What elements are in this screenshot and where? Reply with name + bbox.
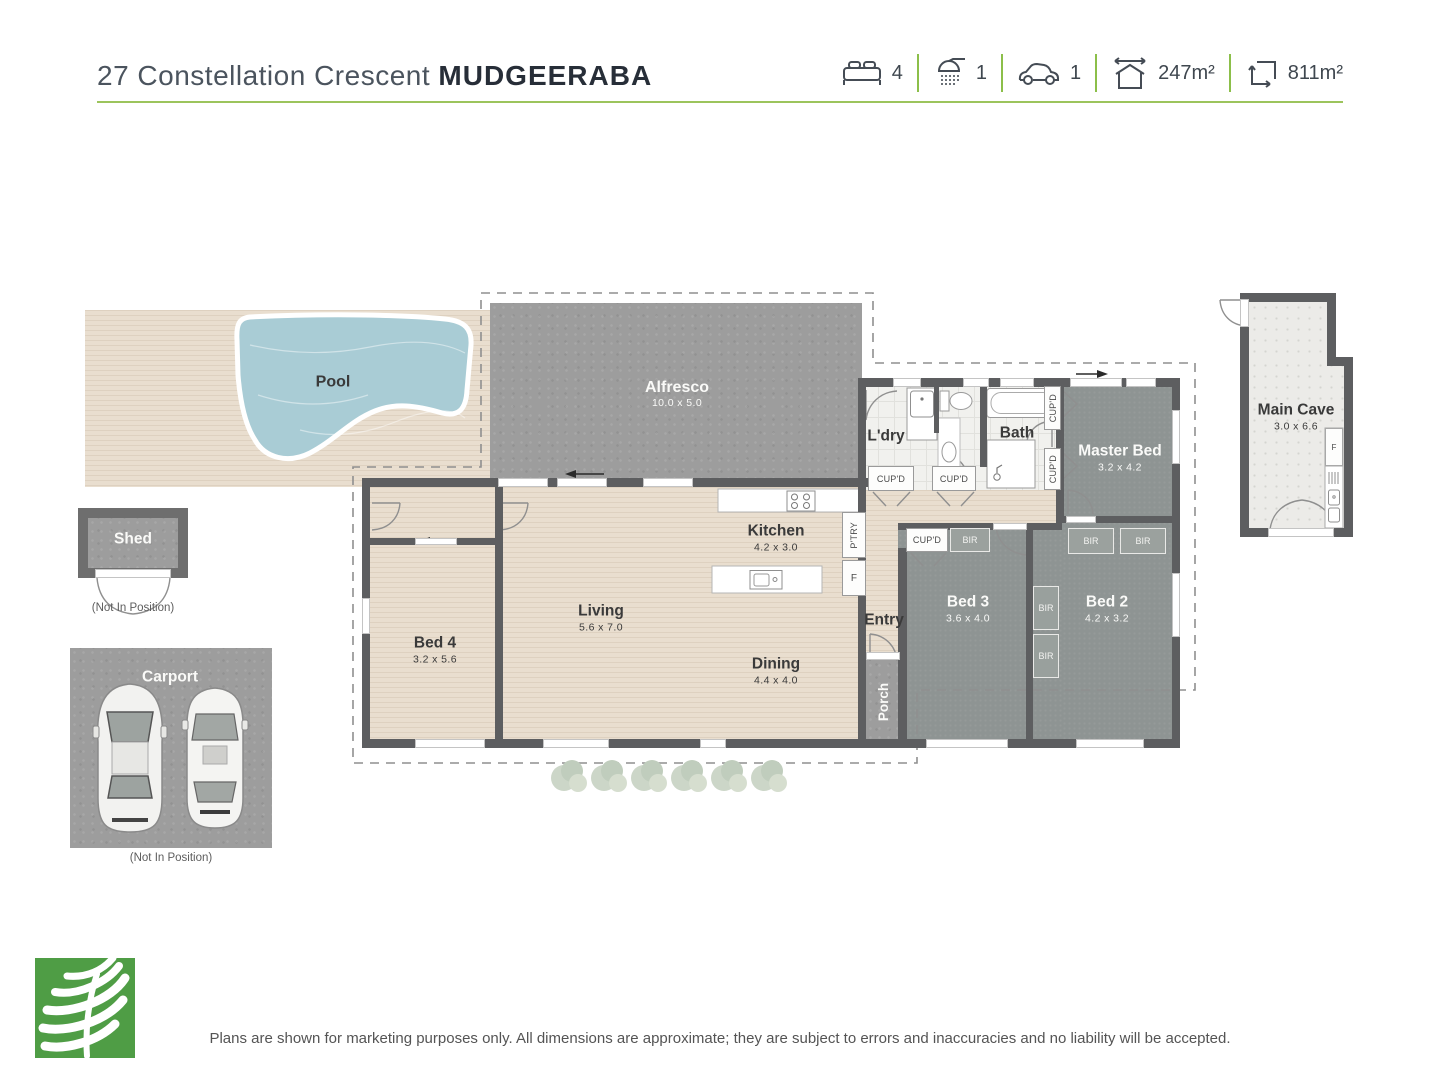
- room-dims: 3.0 x 6.6: [1274, 420, 1318, 432]
- fridge-label: F: [850, 572, 858, 584]
- cupboard-label: CUP'D: [1047, 454, 1058, 484]
- room-label-alfresco: [645, 378, 709, 410]
- window: [1070, 378, 1122, 387]
- window: [415, 739, 485, 748]
- room-label-shed: [114, 531, 152, 550]
- robe-box: [1033, 586, 1059, 630]
- room-label-laundry: [867, 428, 904, 447]
- suburb-text: MUDGEERABA: [438, 60, 653, 91]
- room-name: Alfresco: [644, 379, 710, 397]
- address-text: 27 Constellation Crescent: [97, 60, 431, 91]
- window: [362, 598, 370, 634]
- robe-label: BIR: [1083, 536, 1099, 546]
- cupboard-box: [906, 528, 948, 552]
- room-label-bed2: [1085, 593, 1129, 624]
- cupboard-label: CUP'D: [1047, 393, 1058, 423]
- window: [1240, 299, 1249, 327]
- window: [1172, 410, 1180, 464]
- wall: [980, 385, 987, 467]
- room-dims: 4.2 x 3.2: [1085, 612, 1129, 624]
- wall: [495, 478, 503, 746]
- fridge-box: [842, 560, 866, 596]
- robe-box: [1068, 528, 1114, 554]
- wall: [1327, 293, 1336, 365]
- window: [498, 478, 548, 487]
- cupboard-box: [1044, 448, 1061, 490]
- window: [893, 378, 921, 387]
- window: [1076, 739, 1144, 748]
- wall: [934, 385, 939, 433]
- room-label-kitchen: [748, 522, 805, 553]
- room-name: Living: [578, 602, 624, 620]
- room-name: Entry: [864, 611, 904, 629]
- robe-label: BIR: [962, 535, 978, 545]
- wall: [898, 548, 907, 748]
- room-name: Main Cave: [1257, 401, 1335, 419]
- room-name: Bed 2: [1085, 593, 1129, 611]
- room-name: L'dry: [867, 427, 905, 445]
- wall: [1344, 357, 1353, 537]
- room-name: Kitchen: [747, 522, 805, 540]
- room-label-entry: [864, 612, 904, 631]
- window: [1126, 378, 1156, 387]
- wall: [1026, 523, 1033, 748]
- room-dims: 3.2 x 5.6: [413, 653, 457, 665]
- carport-note: (Not In Position): [129, 852, 213, 864]
- window: [95, 569, 171, 578]
- agency-logo: [35, 958, 135, 1058]
- cupboard-label: CUP'D: [939, 473, 969, 484]
- room-label-carport: [142, 669, 198, 688]
- window: [1066, 516, 1096, 523]
- window: [415, 538, 457, 545]
- window: [643, 478, 693, 487]
- window: [926, 739, 1008, 748]
- shed-note: (Not In Position): [91, 602, 175, 614]
- beds-count: 4: [891, 61, 903, 84]
- window: [866, 652, 900, 660]
- window: [700, 739, 726, 748]
- room-name: Pool: [315, 373, 351, 391]
- room-name: Shed: [114, 530, 152, 548]
- room-dims: 5.6 x 7.0: [579, 621, 623, 633]
- room-label-porch: [876, 683, 892, 721]
- cupboard-label: CUP'D: [876, 473, 906, 484]
- robe-box: [1033, 634, 1059, 678]
- shower-fixture-icon: [987, 440, 1035, 488]
- toilet-icon: [940, 391, 972, 411]
- room-label-bed3: [946, 593, 990, 624]
- room-dims: 3.6 x 4.0: [946, 612, 990, 624]
- room-name: Porch: [875, 682, 891, 722]
- land-area-value: 811m²: [1287, 61, 1343, 84]
- cupboard-box: [1044, 386, 1061, 430]
- room-name: Bed 3: [946, 593, 990, 611]
- pool-shape: [237, 315, 471, 459]
- room-name: Master Bed: [1078, 442, 1162, 460]
- room-label-living: [578, 602, 624, 633]
- car-top-icon: [182, 688, 248, 828]
- room-label-dining: [752, 655, 800, 686]
- robe-label: BIR: [1038, 651, 1054, 661]
- robe-label: BIR: [1038, 603, 1054, 613]
- room-dims: 3.2 x 4.2: [1098, 461, 1142, 473]
- car-top-icon: [93, 684, 167, 832]
- window: [963, 378, 989, 387]
- cupboard-box: [868, 466, 914, 491]
- fridge-label: F: [1331, 442, 1337, 452]
- wall: [362, 478, 868, 487]
- robe-box: [1120, 528, 1166, 554]
- bushes: [551, 760, 787, 792]
- room-dims: 10.0 x 5.0: [651, 397, 703, 410]
- cooktop-icon: [787, 491, 815, 511]
- fridge-box: [1325, 428, 1343, 466]
- cupboard-label: CUP'D: [912, 535, 942, 545]
- sink-icon: [750, 571, 782, 590]
- cupboard-box: [932, 466, 976, 491]
- floor-area-value: 247m²: [1158, 61, 1215, 84]
- room-label-bath: [1000, 425, 1034, 444]
- window: [1000, 378, 1034, 387]
- room-label-master: [1078, 442, 1162, 473]
- window: [543, 739, 609, 748]
- wall: [1240, 293, 1336, 302]
- pantry-label: P'TRY: [849, 521, 859, 549]
- window: [557, 478, 607, 487]
- carport-cars: [93, 684, 248, 832]
- room-label-main-cave: [1258, 401, 1335, 432]
- window: [1172, 573, 1180, 637]
- room-name: Dining: [751, 655, 801, 673]
- pantry-box: [842, 512, 866, 558]
- room-label-bed4: [413, 634, 457, 665]
- window: [993, 523, 1027, 530]
- window: [1268, 528, 1334, 537]
- room-dims: 4.4 x 4.0: [754, 674, 798, 686]
- room-name: Bed 4: [413, 634, 457, 652]
- wall: [1240, 293, 1249, 537]
- room-name: Bath: [999, 424, 1035, 442]
- robe-box: [950, 528, 990, 552]
- disclaimer-text: Plans are shown for marketing purposes only. All dimensions are approximate; they are subject to errors and inaccuracies and no liability will be accepted.: [209, 1030, 1231, 1047]
- baths-count: 1: [975, 61, 987, 84]
- room-dims: 4.2 x 3.0: [754, 541, 798, 553]
- cars-count: 1: [1069, 61, 1082, 84]
- room-label-pool: [316, 372, 351, 391]
- laundry-tub-icon: [907, 388, 937, 440]
- robe-label: BIR: [1135, 536, 1151, 546]
- room-name: Carport: [142, 668, 198, 686]
